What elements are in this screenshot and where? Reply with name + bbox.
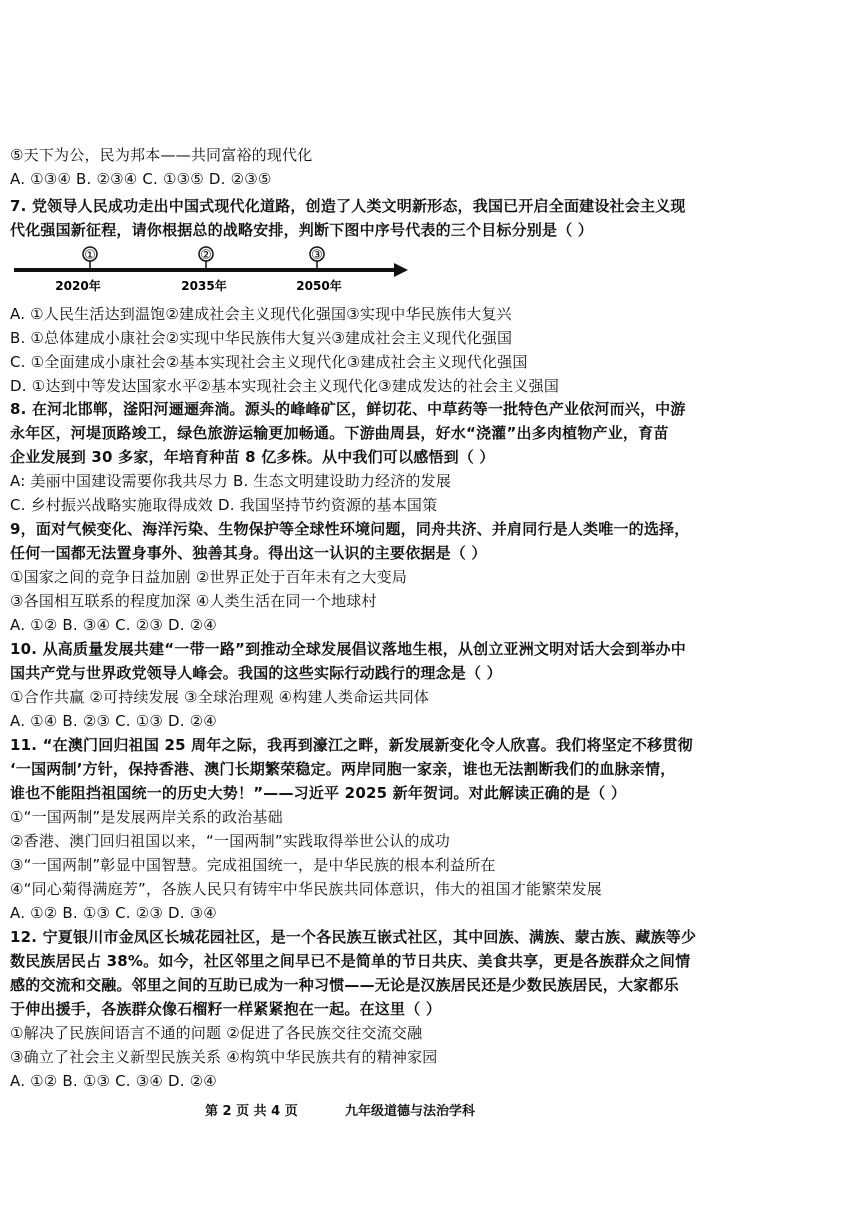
timeline-arrowhead xyxy=(394,263,408,277)
statement-2: ②香港、澳门回归祖国以来，“一国两制”实践取得举世公认的成功 xyxy=(10,832,450,850)
option-a: A. ①人民生活达到温饱②建成社会主义现代化强国③实现中华民族伟大复兴 xyxy=(10,305,512,323)
question-9-text: 任何一国都无法置身事外、独善其身。得出这一认识的主要依据是（ ） xyxy=(10,544,487,562)
question-10-text: 10. 从高质量发展共建“一带一路”到推动全球发展倡议落地生根，从创立亚洲文明对话大会到举办中 xyxy=(10,640,686,658)
options-cd: C. 乡村振兴战略实施取得成效 D. 我国坚持节约资源的基本国策 xyxy=(10,496,438,514)
timeline-year: 2020年 xyxy=(55,279,101,293)
statements: ③确立了社会主义新型民族关系 ④构筑中华民族共有的精神家园 xyxy=(10,1048,438,1066)
answer-choices: A. ①② B. ①③ C. ②③ D. ③④ xyxy=(10,904,217,922)
option-c: C. ①全面建成小康社会②基本实现社会主义现代化③建成社会主义现代化强国 xyxy=(10,353,528,371)
question-12-text: 感的交流和交融。邻里之间的互助已成为一种习惯——无论是汉族居民还是少数民族居民，大家都乐 xyxy=(10,976,679,994)
timeline-diagram xyxy=(14,244,414,294)
question-9-text: 9，面对气候变化、海洋污染、生物保护等全球性环境问题，同舟共济、并肩同行是人类唯一的选择， xyxy=(10,520,690,538)
marker-label: ① xyxy=(84,248,96,263)
question-12-text: 数民族居民占 38%。如今，社区邻里之间早已不是简单的节日共庆、美食共享，更是各族群众之间情 xyxy=(10,952,691,970)
question-11-text: 11. “在澳门回归祖国 25 周年之际，我再到濠江之畔，新发展新变化令人欣喜。我们将坚定不移贯彻 xyxy=(10,736,693,754)
question-7-text: 代化强国新征程，请你根据总的战略安排，判断下图中序号代表的三个目标分别是（ ） xyxy=(10,221,594,239)
marker-label: ② xyxy=(200,248,212,263)
timeline-year: 2035年 xyxy=(181,279,227,293)
statement-3: ③“一国两制”彰显中国智慧。完成祖国统一，是中华民族的根本利益所在 xyxy=(10,856,496,874)
page-number: 第 2 页 共 4 页 xyxy=(205,1104,298,1119)
timeline-year: 2050年 xyxy=(296,279,342,293)
statement-4: ④“同心菊得满庭芳”，各族人民只有铸牢中华民族共同体意识，伟大的祖国才能繁荣发展 xyxy=(10,880,602,898)
question-11-text: 谁也不能阻挡祖国统一的历史大势！”——习近平 2025 新年贺词。对此解读正确的是（ ） xyxy=(10,784,627,802)
question-10-text: 国共产党与世界政党领导人峰会。我国的这些实际行动践行的理念是（ ） xyxy=(10,664,502,682)
question-12-text: 于伸出援手，各族群众像石榴籽一样紧紧抱在一起。在这里（ ） xyxy=(10,1000,442,1018)
answer-choices: A. ①② B. ③④ C. ②③ D. ②④ xyxy=(10,616,217,634)
statements: ①解决了民族间语言不通的问题 ②促进了各民族交往交流交融 xyxy=(10,1024,423,1042)
question-8-text: 企业发展到 30 多家，年培育种苗 8 亿多株。从中我们可以感悟到（ ） xyxy=(10,448,495,466)
statements: ①合作共赢 ②可持续发展 ③全球治理观 ④构建人类命运共同体 xyxy=(10,688,430,706)
option-line: ⑤天下为公，民为邦本——共同富裕的现代化 xyxy=(10,146,313,164)
statements: ①国家之间的竞争日益加剧 ②世界正处于百年未有之大变局 xyxy=(10,568,408,586)
options-ab: A: 美丽中国建设需要你我共尽力 B. 生态文明建设助力经济的发展 xyxy=(10,472,452,490)
question-12-text: 12. 宁夏银川市金凤区长城花园社区，是一个各民族互嵌式社区，其中回族、满族、蒙古族、藏族等少 xyxy=(10,928,697,946)
question-11-text: ‘一国两制’方针，保持香港、澳门长期繁荣稳定。两岸同胞一家亲，谁也无法割断我们的血脉亲情， xyxy=(10,760,676,778)
option-d: D. ①达到中等发达国家水平②基本实现社会主义现代化③建成发达的社会主义强国 xyxy=(10,377,560,395)
answer-choices: A. ①④ B. ②③ C. ①③ D. ②④ xyxy=(10,712,217,730)
question-8-text: 永年区，河堤顶路竣工，绿色旅游运输更加畅通。下游曲周县，好水“浇灌”出多肉植物产业，育苗 xyxy=(10,424,669,442)
question-8-text: 8. 在河北邯郸，滏阳河逦逦奔淌。源头的峰峰矿区，鲜切花、中草药等一批特色产业依河而兴，中游 xyxy=(10,400,686,418)
subject-label: 九年级道德与法治学科 xyxy=(345,1104,476,1119)
marker-label: ③ xyxy=(311,248,323,263)
statement-1: ①“一国两制”是发展两岸关系的政治基础 xyxy=(10,808,283,826)
option-b: B. ①总体建成小康社会②实现中华民族伟大复兴③建成社会主义现代化强国 xyxy=(10,329,513,347)
statements: ③各国相互联系的程度加深 ④人类生活在同一个地球村 xyxy=(10,592,377,610)
answer-choices: A. ①③④ B. ②③④ C. ①③⑤ D. ②③⑤ xyxy=(10,170,272,188)
question-7-text: 7. 党领导人民成功走出中国式现代化道路，创造了人类文明新形态，我国已开启全面建设社会主义现 xyxy=(10,197,686,215)
answer-choices: A. ①② B. ①③ C. ③④ D. ②④ xyxy=(10,1072,217,1090)
